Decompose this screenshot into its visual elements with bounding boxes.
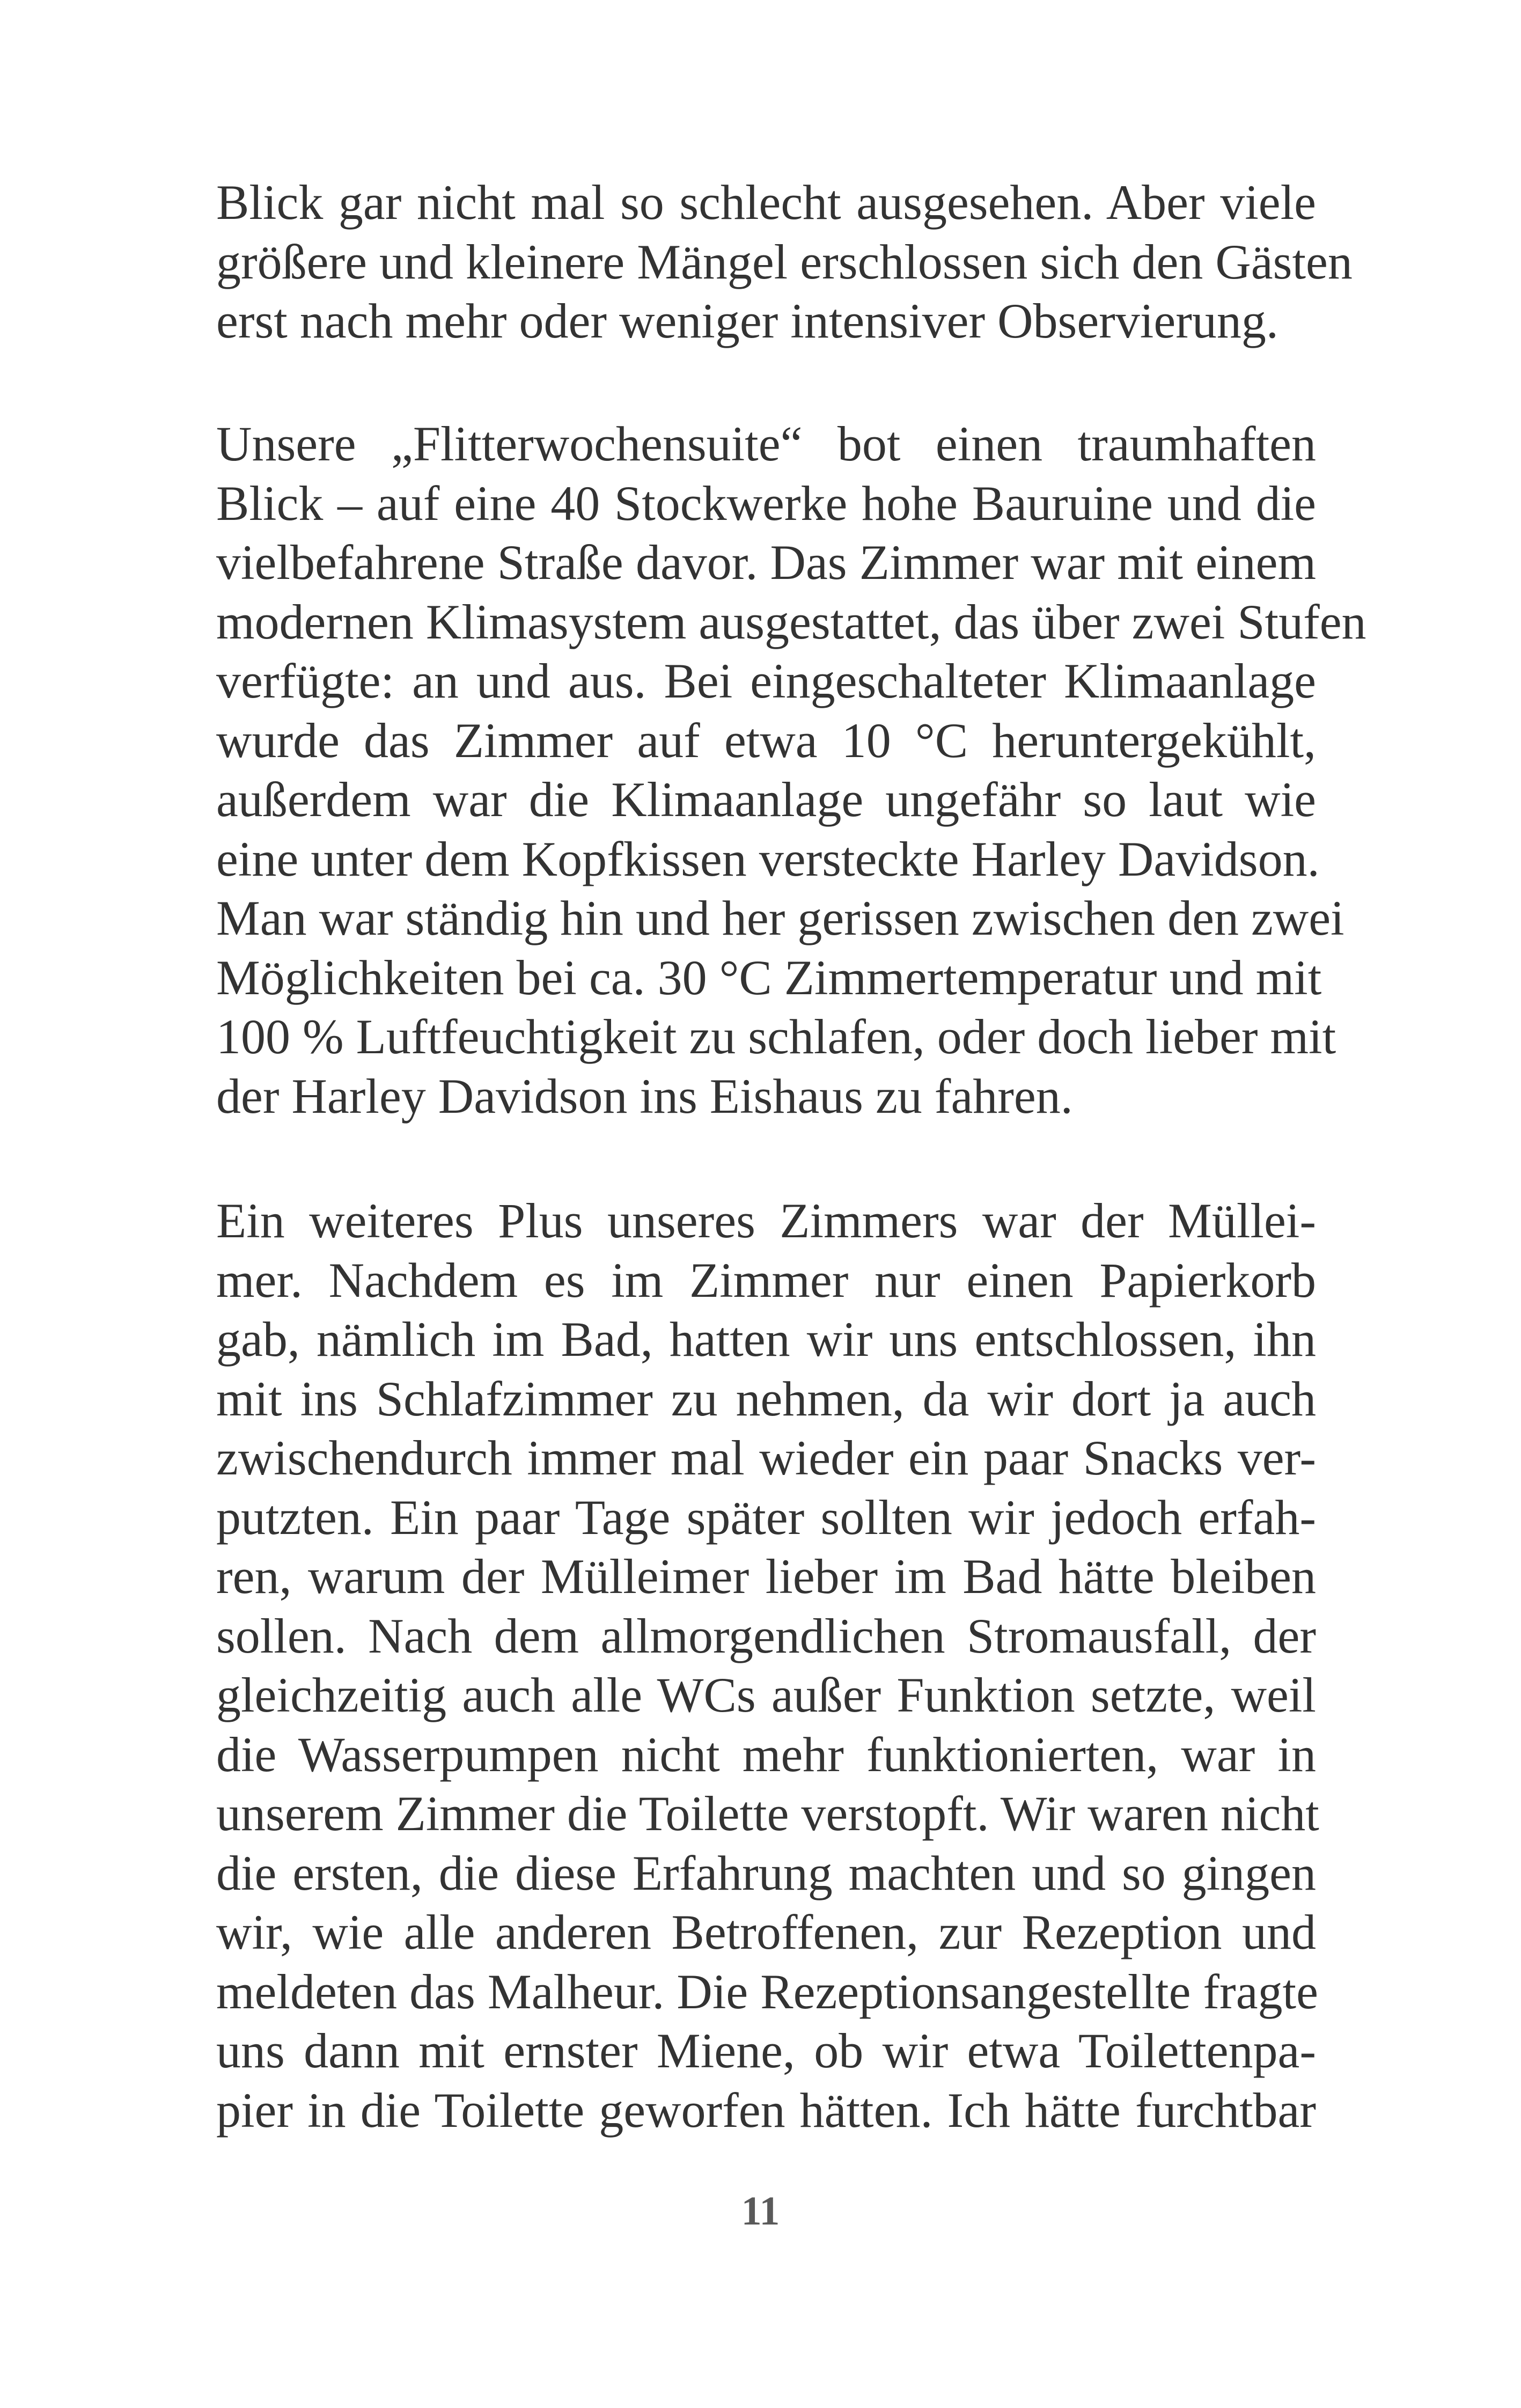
text-line: vielbefahrene Straße davor. Das Zimmer war mit einem bbox=[216, 535, 1316, 590]
text-line: wir, wie alle anderen Betroffenen, zur Rezeption und bbox=[216, 1905, 1316, 1959]
text-line: mit ins Schlafzimmer zu nehmen, da wir dort ja auch bbox=[216, 1371, 1316, 1426]
page-number: 11 bbox=[741, 2189, 780, 2234]
text-line: ren, warum der Mülleimer lieber im Bad hätte bleiben bbox=[216, 1549, 1316, 1604]
text-line: gab, nämlich im Bad, hatten wir uns entschlossen, ihn bbox=[216, 1312, 1316, 1367]
text-line: wurde das Zimmer auf etwa 10 °C heruntergekühlt, bbox=[216, 713, 1316, 768]
text-line: meldeten das Malheur. Die Rezeptionsangestellte fragte bbox=[216, 1964, 1318, 2019]
paragraph-1 bbox=[216, 173, 1353, 351]
text-line: erst nach mehr oder weniger intensiver Observierung. bbox=[216, 293, 1278, 348]
text-line: modernen Klimasystem ausgestattet, das über zwei Stufen bbox=[216, 594, 1366, 649]
text-line: unserem Zimmer die Toilette verstopft. Wir waren nicht bbox=[216, 1786, 1319, 1841]
paragraph-3 bbox=[216, 1191, 1319, 2140]
text-line: uns dann mit ernster Miene, ob wir etwa Toilettenpa- bbox=[216, 2023, 1316, 2078]
text-line: der Harley Davidson ins Eishaus zu fahren. bbox=[216, 1068, 1073, 1124]
paragraph-2 bbox=[216, 414, 1366, 1126]
text-line: gleichzeitig auch alle WCs außer Funktion setzte, weil bbox=[216, 1668, 1316, 1722]
text-line: putzten. Ein paar Tage später sollten wir jedoch erfah- bbox=[216, 1489, 1316, 1545]
text-line: zwischendurch immer mal wieder ein paar Snacks ver- bbox=[216, 1430, 1316, 1485]
text-line: Blick gar nicht mal so schlecht ausgesehen. Aber viele bbox=[216, 175, 1316, 230]
text-line: Blick – auf eine 40 Stockwerke hohe Bauruine und die bbox=[216, 475, 1316, 531]
text-line: mer. Nachdem es im Zimmer nur einen Papierkorb bbox=[216, 1252, 1316, 1308]
text-line: außerdem war die Klimaanlage ungefähr so laut wie bbox=[216, 772, 1316, 827]
text-line: die Wasserpumpen nicht mehr funktionierten, war in bbox=[216, 1727, 1316, 1782]
text-line: 100 % Luftfeuchtigkeit zu schlafen, oder doch lieber mit bbox=[216, 1009, 1336, 1064]
text-line: größere und kleinere Mängel erschlossen sich den Gästen bbox=[216, 234, 1353, 289]
text-line: pier in die Toilette geworfen hätten. Ich hätte furchtbar bbox=[216, 2082, 1316, 2138]
text-line: eine unter dem Kopfkissen versteckte Harley Davidson. bbox=[216, 831, 1320, 886]
text-line: Man war ständig hin und her gerissen zwischen den zwei bbox=[216, 891, 1344, 945]
text-line: Möglichkeiten bei ca. 30 °C Zimmertemperatur und mit bbox=[216, 950, 1322, 1005]
text-line: sollen. Nach dem allmorgendlichen Stromausfall, der bbox=[216, 1608, 1316, 1663]
text-line: Unsere „Flitterwochensuite“ bot einen traumhaften bbox=[216, 416, 1316, 471]
text-line: die ersten, die diese Erfahrung machten und so gingen bbox=[216, 1845, 1316, 1900]
text-line: Ein weiteres Plus unseres Zimmers war der Müllei- bbox=[216, 1193, 1316, 1248]
text-line: verfügte: an und aus. Bei eingeschalteter Klimaanlage bbox=[216, 654, 1316, 708]
